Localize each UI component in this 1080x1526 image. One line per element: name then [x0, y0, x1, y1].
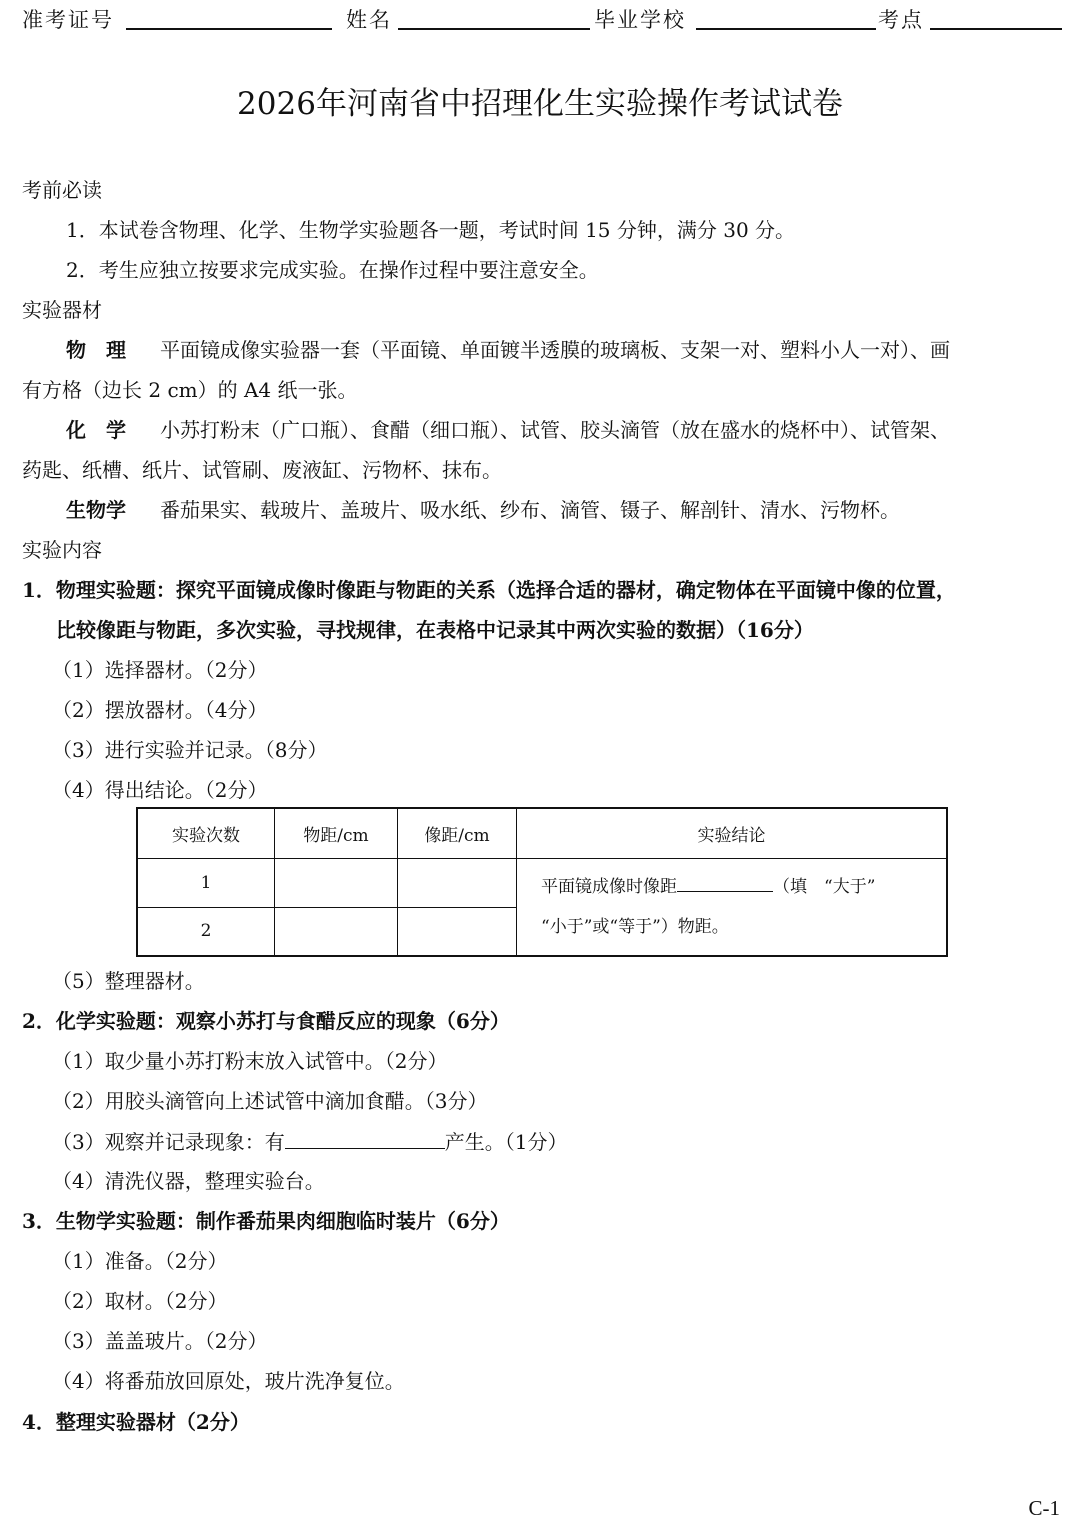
- content-heading: 实验内容: [22, 538, 102, 562]
- exam-id-label: 准考证号: [22, 8, 114, 32]
- physics-equipment-line2: 有方格（边长 2 cm）的 A4 纸一张。: [22, 378, 358, 402]
- site-blank[interactable]: [930, 28, 1062, 30]
- notice-item-1: 1．本试卷含物理、化学、生物学实验题各一题，考试时间 15 分钟，满分 30 分。: [66, 218, 796, 242]
- q1-step-3: （3）进行实验并记录。（8分）: [52, 738, 328, 762]
- table-row-1-object-distance[interactable]: [275, 858, 398, 907]
- table-row-1-image-distance[interactable]: [398, 858, 517, 907]
- table-header-image-distance: 像距/cm: [398, 808, 517, 858]
- site-label: 考点: [878, 8, 924, 32]
- q2-title: 2．化学实验题：观察小苏打与食醋反应的现象（6分）: [22, 1009, 510, 1033]
- q2-step-1: （1）取少量小苏打粉末放入试管中。（2分）: [52, 1049, 448, 1073]
- q3-step-1: （1）准备。（2分）: [52, 1249, 228, 1273]
- conclusion-text-c: “小于”或“等于”）物距。: [541, 916, 729, 937]
- conclusion-text-b: （填 “大于”: [773, 876, 876, 897]
- q1-step-2: （2）摆放器材。（4分）: [52, 698, 268, 722]
- table-header-object-distance: 物距/cm: [275, 808, 398, 858]
- exam-id-blank[interactable]: [126, 28, 332, 30]
- q2-step-3: [52, 1128, 567, 1155]
- biology-label: 生物学: [66, 498, 126, 522]
- page-title: 2026年河南省中招理化生实验操作考试试卷: [237, 86, 843, 122]
- school-label: 毕业学校: [594, 8, 686, 32]
- page-number: C-1: [1028, 1496, 1060, 1520]
- conclusion-blank[interactable]: [677, 871, 773, 892]
- school-blank[interactable]: [696, 28, 876, 30]
- q2-step-3-text-b: 产生。（1分）: [444, 1130, 568, 1154]
- table-header-trial: 实验次数: [137, 808, 275, 858]
- table-row-1-trial: 1: [137, 858, 275, 907]
- biology-equipment-line: 番茄果实、载玻片、盖玻片、吸水纸、纱布、滴管、镊子、解剖针、清水、污物杯。: [160, 498, 900, 522]
- q3-step-4: （4）将番茄放回原处，玻片洗净复位。: [52, 1369, 405, 1393]
- table-conclusion-cell: [517, 858, 948, 956]
- name-label: 姓名: [346, 8, 392, 32]
- q3-step-2: （2）取材。（2分）: [52, 1289, 228, 1313]
- q1-step-4: （4）得出结论。（2分）: [52, 778, 268, 802]
- q1-title-line1: 1．物理实验题：探究平面镜成像时像距与物距的关系（选择合适的器材，确定物体在平面镜中像的位置，: [22, 578, 956, 602]
- notice-heading: 考前必读: [22, 178, 102, 202]
- q1-step-1: （1）选择器材。（2分）: [52, 658, 268, 682]
- q2-step-4: （4）清洗仪器，整理实验台。: [52, 1169, 325, 1193]
- name-blank[interactable]: [398, 28, 590, 30]
- q2-step-3-text-a: （3）观察并记录现象：有: [52, 1130, 285, 1154]
- chemistry-equipment-line1: 小苏打粉末（广口瓶）、食醋（细口瓶）、试管、胶头滴管（放在盛水的烧杯中）、试管架、: [160, 418, 950, 442]
- q1-title-line2: 比较像距与物距，多次实验，寻找规律，在表格中记录其中两次实验的数据）（16分）: [56, 618, 814, 642]
- q3-title: 3．生物学实验题：制作番茄果肉细胞临时装片（6分）: [22, 1209, 510, 1233]
- q1-step-5: （5）整理器材。: [52, 969, 205, 993]
- chemistry-equipment-line2: 药匙、纸槽、纸片、试管刷、废液缸、污物杯、抹布。: [22, 458, 502, 482]
- equipment-heading: 实验器材: [22, 298, 102, 322]
- q2-step-2: （2）用胶头滴管向上述试管中滴加食醋。（3分）: [52, 1089, 488, 1113]
- q4-title: 4．整理实验器材（2分）: [22, 1410, 250, 1434]
- record-table: [136, 807, 948, 957]
- physics-equipment-line1: 平面镜成像实验器一套（平面镜、单面镀半透膜的玻璃板、支架一对、塑料小人一对）、画: [160, 338, 950, 362]
- notice-item-2: 2．考生应独立按要求完成实验。在操作过程中要注意安全。: [66, 258, 599, 282]
- conclusion-text-a: 平面镜成像时像距: [541, 876, 677, 897]
- q2-observation-blank[interactable]: [285, 1128, 445, 1149]
- table-header-conclusion: 实验结论: [517, 808, 948, 858]
- physics-label: 物 理: [66, 338, 126, 362]
- table-row-2-trial: 2: [137, 907, 275, 956]
- table-row-2-object-distance[interactable]: [275, 907, 398, 956]
- chemistry-label: 化 学: [66, 418, 126, 442]
- q3-step-3: （3）盖盖玻片。（2分）: [52, 1329, 268, 1353]
- table-row-2-image-distance[interactable]: [398, 907, 517, 956]
